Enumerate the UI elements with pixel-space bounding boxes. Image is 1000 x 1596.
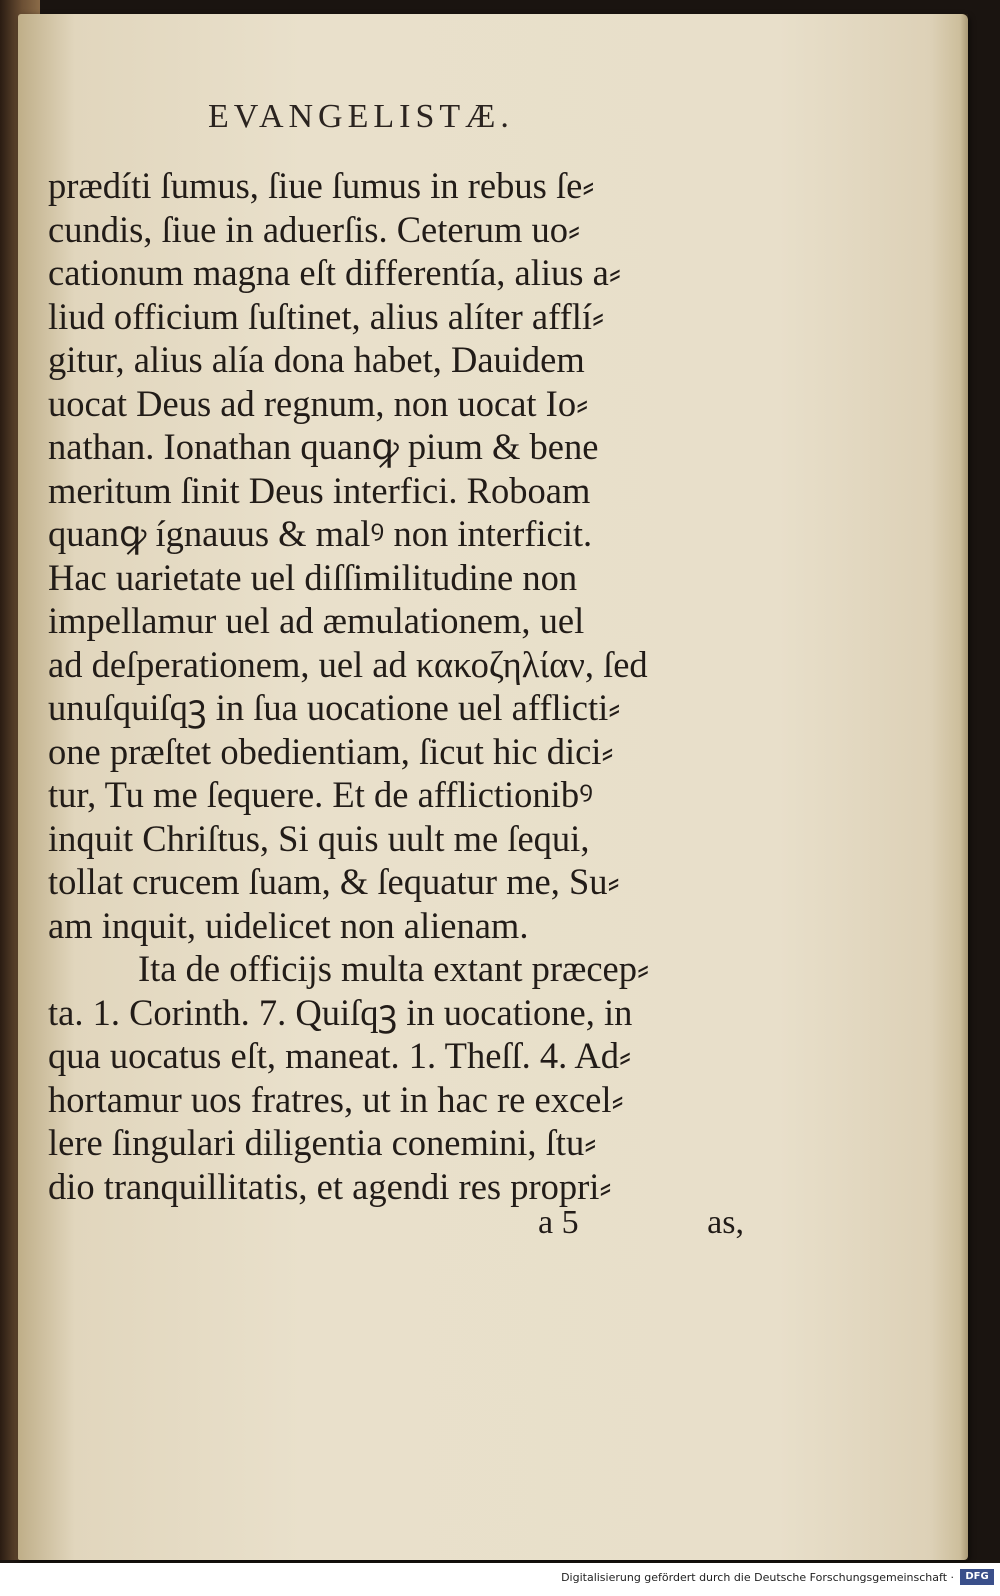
text-line: meritum ſinit Deus interfici. Roboam bbox=[48, 469, 591, 511]
text-line: prædíti ſumus, ſiue ſumus in rebus ſe⸗ bbox=[48, 165, 595, 206]
text-line: unuſquiſqꝫ in ſua uocatione uel afflicti⸗ bbox=[48, 687, 621, 728]
digitization-footer bbox=[0, 1563, 1000, 1596]
footer-credit: Digitalisierung gefördert durch die Deutsche Forschungsgemeinschaft · bbox=[561, 1571, 954, 1584]
text-line: quanꝙ ígnauus & malꝰ non interficit. bbox=[48, 513, 593, 554]
text-line: impellamur uel ad æmulationem, uel bbox=[48, 600, 585, 641]
text-line: nathan. Ionathan quanꝙ pium & bene bbox=[48, 426, 599, 467]
text-line: one præſtet obedientiam, ſicut hic dici⸗ bbox=[48, 730, 614, 772]
signature-mark: a 5 bbox=[538, 1204, 579, 1241]
text-line: cationum magna eſt differentía, alius a⸗ bbox=[48, 252, 621, 293]
text-line: tollat crucem ſuam, & ſequatur me, Su⸗ bbox=[48, 861, 620, 902]
text-line: cundis, ſiue in aduerſis. Ceterum uo⸗ bbox=[48, 208, 581, 250]
text-line: inquit Chriſtus, Si quis uult me ſequi, bbox=[48, 817, 590, 859]
text-line: hortamur uos fratres, ut in hac re excel⸗ bbox=[48, 1078, 624, 1120]
paragraph-start-line: Ita de officijs multa extant præcep⸗ bbox=[138, 948, 650, 989]
text-line: liud officium ſuſtinet, alius alíter afflí⸗ bbox=[48, 295, 605, 337]
page-footer-marks bbox=[48, 1204, 748, 1248]
text-line: uocat Deus ad regnum, non uocat Io⸗ bbox=[48, 382, 589, 424]
text-line: lere ſingulari diligentia conemini, ſtu⸗ bbox=[48, 1122, 597, 1163]
text-line: am inquit, uidelicet non alienam. bbox=[48, 904, 529, 946]
text-line: ta. 1. Corinth. 7. Quiſqꝫ in uocatione, in bbox=[48, 991, 633, 1033]
running-head: EVANGELISTÆ. bbox=[208, 98, 514, 135]
catchword: as, bbox=[707, 1204, 744, 1241]
dfg-logo: DFG bbox=[960, 1569, 994, 1585]
text-line: qua uocatus eſt, maneat. 1. Theſſ. 4. Ad⸗ bbox=[48, 1035, 632, 1076]
text-line: tur, Tu me ſequere. Et de afflictionibꝰ bbox=[48, 774, 594, 815]
page-edge-shadow bbox=[960, 14, 968, 1560]
book-page bbox=[18, 14, 968, 1560]
text-line: gitur, alius alía dona habet, Dauidem bbox=[48, 339, 585, 380]
text-line: ad deſperationem, uel ad κακοζηλίαν, ſed bbox=[48, 643, 648, 685]
body-text bbox=[48, 164, 748, 1208]
text-line: Hac uarietate uel diſſimilitudine non bbox=[48, 556, 578, 598]
text-line: dio tranquillitatis, et agendi res propri⸗ bbox=[48, 1165, 612, 1207]
